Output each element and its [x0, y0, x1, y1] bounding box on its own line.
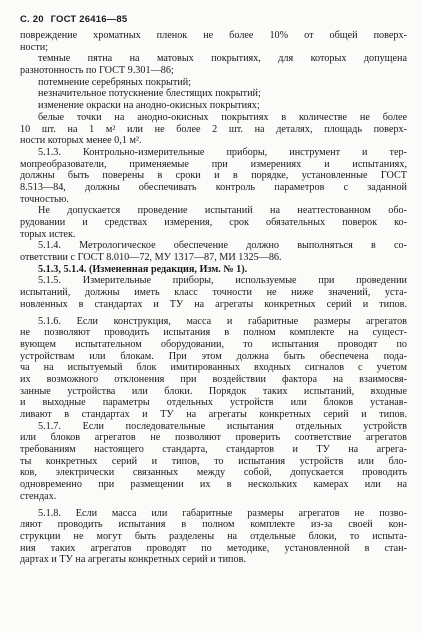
text-line: вующем испытательном оборудовании, то испытания проводят по	[20, 338, 407, 350]
text-line: 8.513—84, должны обеспечивать контроль параметров с заданной	[20, 181, 407, 193]
text-line: или блоков агрегатов не позволяют проверить соответствие агрегатов	[20, 432, 407, 444]
text-line: одновременно при размещении их в нескольких камерах или на	[20, 479, 407, 491]
running-header	[20, 14, 127, 25]
text-line: повреждение хроматных пленок не более 10% от общей поверх-	[20, 30, 407, 41]
text-line: Не допускается проведение испытаний на неаттестованном обо-	[38, 205, 407, 217]
text-line: ча на испытуемый блок имитированных входных сигналов с учетом	[20, 362, 407, 374]
text-line: точностью.	[20, 193, 69, 205]
text-line: незначительное потускнение блестящих покрытий;	[38, 88, 261, 100]
text-line: 5.1.3. Контрольно-измерительные приборы, инструмент и тер-	[38, 146, 407, 158]
text-line: занные устройства или блоки. Порядок таких испытаний, входные	[20, 385, 407, 397]
text-line: ности которых менее 0,1 м².	[20, 135, 142, 147]
text-line: их возможного отклонения при воздействии фактора на взаимосвя-	[20, 373, 407, 385]
body-text	[20, 30, 407, 566]
text-line: ности;	[20, 41, 49, 53]
text-line: ния таких агрегатов проводят по методике, установленной в стан-	[20, 542, 407, 554]
text-line: изменение окраски на анодно-окисных покрытиях;	[38, 100, 260, 112]
text-line: ты конкретных серий и типов, то испытания устройств или бло-	[20, 455, 407, 467]
text-line: струкции не могут быть разделены на отдельные блоки, то испыта-	[20, 530, 407, 542]
text-line: стендах.	[20, 490, 57, 502]
text-line: ливают в стандартах и ТУ на агрегаты конкретных серий и типов.	[20, 409, 407, 420]
text-line: ков, электрически связанных между собой, допускается проводить	[20, 467, 407, 479]
text-line: 5.1.7. Если последовательные испытания отдельных устройств	[38, 420, 407, 432]
text-line: ляют проводить испытания в полном комплекте из-за своей кон-	[20, 519, 407, 531]
text-line: 10 шт. на 1 м² или не более 2 шт. на деталях, площадь поверх-	[20, 123, 407, 135]
page-number: С. 20	[20, 14, 44, 25]
text-line: мопреобразователи, применяемые при измерениях и испытаниях,	[20, 158, 407, 170]
text-line: дартах и ТУ на агрегаты конкретных серий и типов.	[20, 554, 246, 566]
text-line: испытаний, должны иметь класс точности не ниже значений, уста-	[20, 287, 407, 299]
text-line: устройствам или блокам. При этом должна быть обеспечена пода-	[20, 350, 407, 362]
text-line: белые точки на анодно-окисных покрытиях в количестве не более	[38, 111, 407, 123]
text-line: разнотонность по ГОСТ 9.301—86;	[20, 65, 174, 77]
text-line: торых истек.	[20, 228, 76, 240]
text-line: и выходные параметры отдельных устройств или блоков устанав-	[20, 397, 407, 409]
text-line: 5.1.4. Метрологическое обеспечение должно выполняться в со-	[38, 240, 407, 252]
text-line: потемнение серебряных покрытий;	[38, 76, 192, 88]
text-line: 5.1.6. Если конструкция, масса и габаритные размеры агрегатов	[38, 315, 407, 327]
text-line: темные пятна на матовых покрытиях, для которых допущена	[38, 53, 407, 65]
text-line: рудовании и средствах измерения, срок обязательных поверок ко-	[20, 217, 407, 228]
text-line: требованиям настоящего стандарта, стандартов и ТУ на агрега-	[20, 444, 407, 456]
text-line: не позволяют проводить испытания в полном комплекте на сущест-	[20, 327, 407, 339]
text-line: новленных в стандартах и ТУ на агрегаты конкретных серий и типов.	[20, 298, 407, 310]
text-line: 5.1.8. Если масса или габаритные размеры агрегатов не позво-	[38, 507, 407, 519]
text-line: ответствии с ГОСТ 8.010—72, МУ 1317—87, МИ 1325—86.	[20, 252, 282, 264]
standard-number: ГОСТ 26416—85	[50, 14, 128, 25]
text-line: 5.1.5. Измерительные приборы, используемые при проведении	[38, 275, 407, 287]
text-line: 5.1.3, 5.1.4. (Измененная редакция, Изм. № 1).	[38, 263, 248, 275]
text-line: должны быть поверены в сроки и в порядке, установленные ГОСТ	[20, 170, 407, 182]
